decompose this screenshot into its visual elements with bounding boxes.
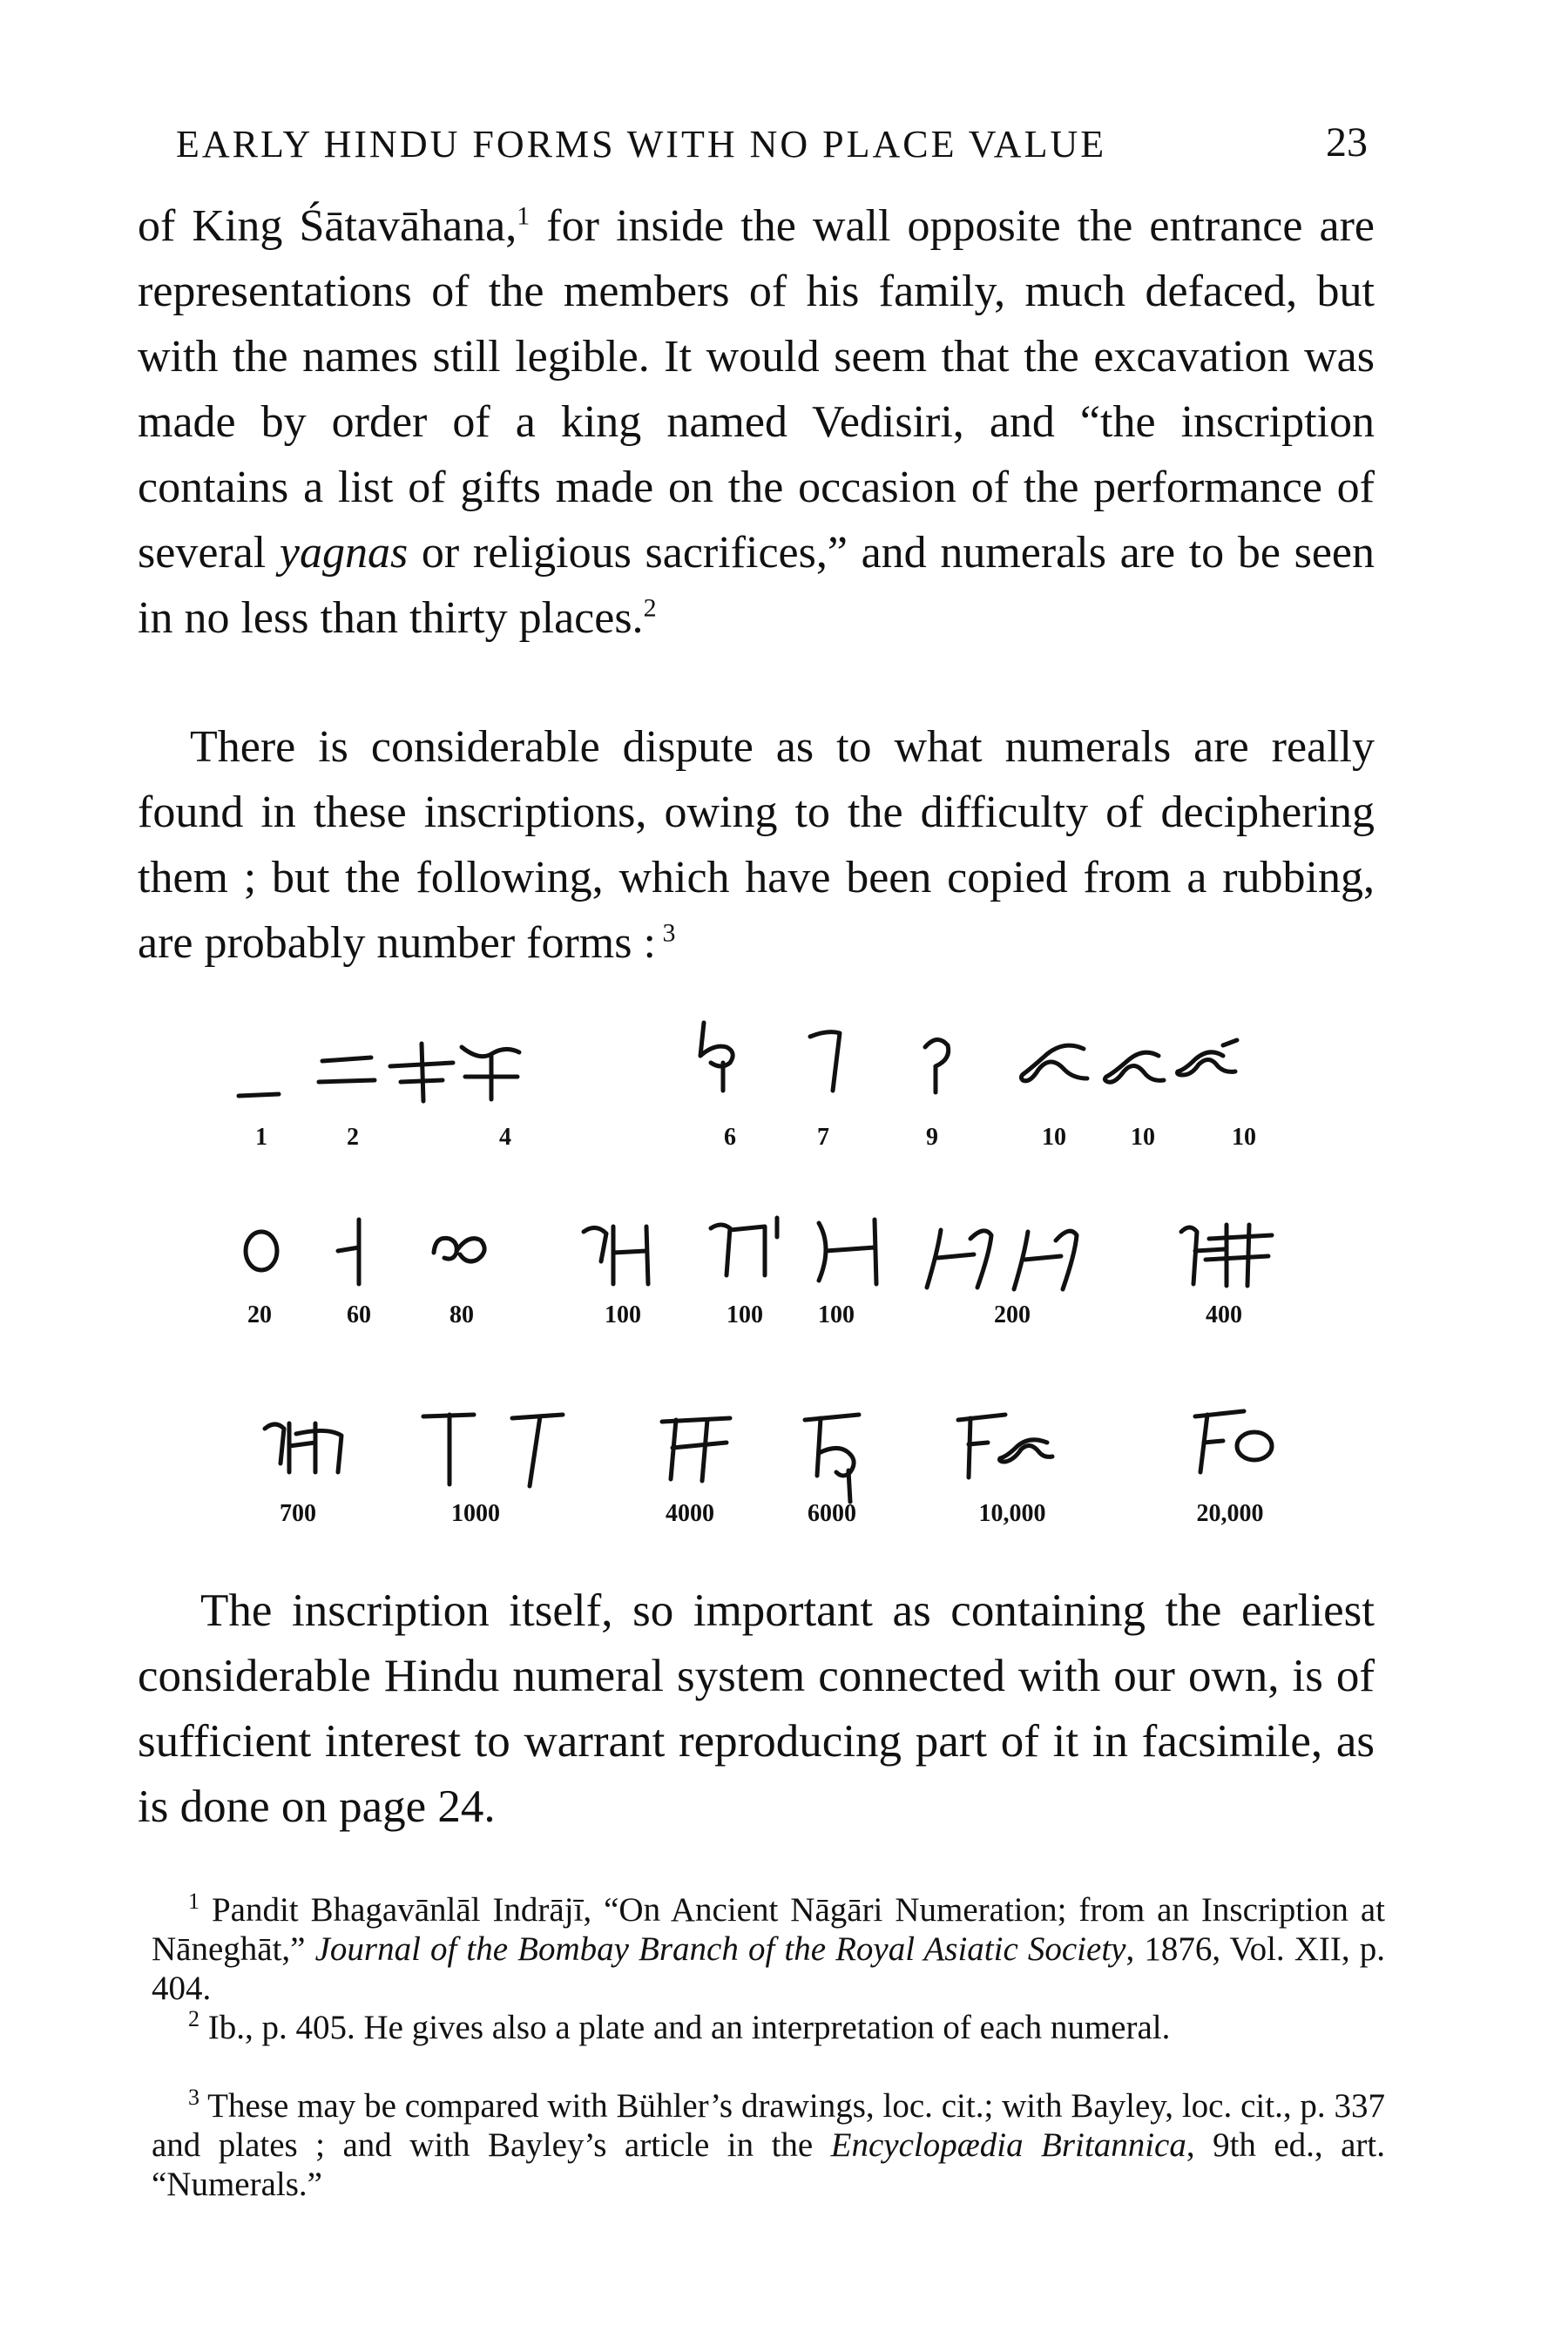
numeral-label: 100: [605, 1301, 641, 1328]
numeral-glyph-9: [913, 1028, 965, 1106]
paragraph-1-text-c: or religious sacrifices,” and numerals are to be seen in no less than thirty places.: [138, 528, 1375, 643]
footnote-1-italic: Journal of the Bombay Branch of the Royal Asiatic Society: [314, 1930, 1126, 1968]
numeral-glyph-4a: [383, 1037, 462, 1106]
paragraph-1-text-a: of King Śātavāhana,: [138, 201, 517, 251]
numeral-label: 80: [449, 1301, 474, 1328]
footnote-3-mark: 3: [188, 2085, 199, 2110]
numeral-glyph-6: [688, 1017, 749, 1096]
numeral-label: 20: [247, 1301, 272, 1328]
footnote-ref-3: 3: [655, 918, 676, 948]
numeral-glyph-1000a: [416, 1404, 486, 1491]
numeral-glyph-7: [801, 1021, 854, 1099]
numeral-glyph-100b: [704, 1211, 791, 1289]
numeral-glyph-200b: [1002, 1220, 1089, 1298]
numeral-label: 1000: [451, 1500, 500, 1527]
paragraph-1-text-b: for inside the wall opposite the entrance are representations of the members of his family, much defaced, but with the names still legible. It would seem that the excavation was made by order of a king named Vedisiri, and “the inscription contains a list of gifts made on the occasion of the performance of several: [138, 201, 1375, 578]
numeral-label: 4: [499, 1124, 511, 1151]
footnote-2-mark: 2: [188, 2006, 199, 2031]
footnote-3-italic: Encyclopædia Britannica: [830, 2126, 1186, 2164]
footnote-ref-1: 1: [517, 201, 531, 231]
numeral-glyph-400: [1174, 1216, 1279, 1294]
numeral-label: 60: [347, 1301, 371, 1328]
paragraph-3: [138, 1578, 1375, 1840]
numeral-glyph-1: [233, 1071, 286, 1106]
numeral-glyph-60: [329, 1213, 382, 1291]
numeral-label: 4000: [666, 1500, 714, 1527]
numeral-label: 10: [1131, 1124, 1155, 1151]
footnote-2: [152, 2008, 1385, 2047]
numeral-glyph-4b: [453, 1035, 531, 1105]
footnote-1-mark: 1: [188, 1889, 199, 1914]
numeral-glyph-2: [314, 1045, 383, 1098]
paragraph-3-text: The inscription itself, so important as containing the earliest considerable Hindu numeral system connected with our own, is of sufficient interest to warrant reproducing part of it in facsimile, as is done on page 24.: [138, 1585, 1375, 1832]
numeral-glyph-20: [237, 1221, 289, 1282]
numeral-glyph-10c: [1169, 1037, 1247, 1089]
paragraph-2-text: There is considerable dispute as to what numerals are really found in these inscriptions, owing to the difficulty of deciphering them ; but the following, which have been copied from a rubbing, are probably number forms :: [138, 722, 1375, 968]
numeral-glyph-200a: [915, 1218, 1002, 1296]
numeral-glyph-700: [258, 1411, 354, 1481]
numeral-glyph-1000b: [504, 1404, 573, 1491]
footnote-ref-2: 2: [643, 593, 657, 623]
numeral-label: 7: [817, 1124, 829, 1151]
numeral-label: 20,000: [1196, 1500, 1264, 1527]
numeral-glyph-20000: [1183, 1402, 1288, 1481]
footnote-3-text-a: These may be compared with Bühler’s drawings, loc. cit.; with Bayley, loc. cit., p. 337 and plates ; and with Bayley’s article in the: [152, 2087, 1385, 2164]
numeral-label: 1: [255, 1124, 267, 1151]
numeral-label: 9: [926, 1124, 938, 1151]
numeral-glyph-6000: [798, 1406, 894, 1511]
numeral-glyph-4000: [655, 1408, 742, 1486]
footnote-3-text-b: , 9th ed., art. “Numerals.”: [152, 2126, 1385, 2203]
numeral-label: 100: [818, 1301, 855, 1328]
numeral-label: 700: [280, 1500, 316, 1527]
numeral-glyph-80: [427, 1227, 497, 1270]
footnote-1: [152, 1890, 1385, 2008]
numeral-label: 100: [727, 1301, 763, 1328]
footnote-2-text: Ib., p. 405. He gives also a plate and an interpretation of each numeral.: [199, 2009, 1171, 2046]
footnote-1-text-a: Pandit Bhagavānlāl Indrājī, “On Ancient Nāgāri Numeration; from an Inscription at Nāneghāt,”: [152, 1891, 1385, 1968]
numeral-label: 400: [1206, 1301, 1242, 1328]
running-head-title: EARLY HINDU FORMS WITH NO PLACE VALUE: [176, 123, 1107, 166]
numeral-label: 2: [347, 1124, 359, 1151]
numeral-glyph-100c: [810, 1213, 906, 1291]
numeral-glyph-10a: [1012, 1038, 1099, 1091]
paragraph-1-italic: yagnas: [279, 528, 409, 578]
numeral-label: 10: [1042, 1124, 1066, 1151]
footnote-1-text-b: , 1876, Vol. XII, p. 404.: [152, 1930, 1385, 2007]
numeral-glyph-100a: [575, 1214, 671, 1293]
numeral-label: 6000: [808, 1500, 856, 1527]
numeral-label: 10,000: [978, 1500, 1046, 1527]
numeral-label: 6: [724, 1124, 736, 1151]
numeral-label: 200: [994, 1301, 1031, 1328]
numeral-label: 10: [1232, 1124, 1256, 1151]
numeral-glyph-10000: [950, 1406, 1063, 1484]
page-number: 23: [1326, 119, 1368, 166]
footnote-3: [152, 2086, 1385, 2204]
numeral-glyph-10b: [1094, 1044, 1173, 1096]
